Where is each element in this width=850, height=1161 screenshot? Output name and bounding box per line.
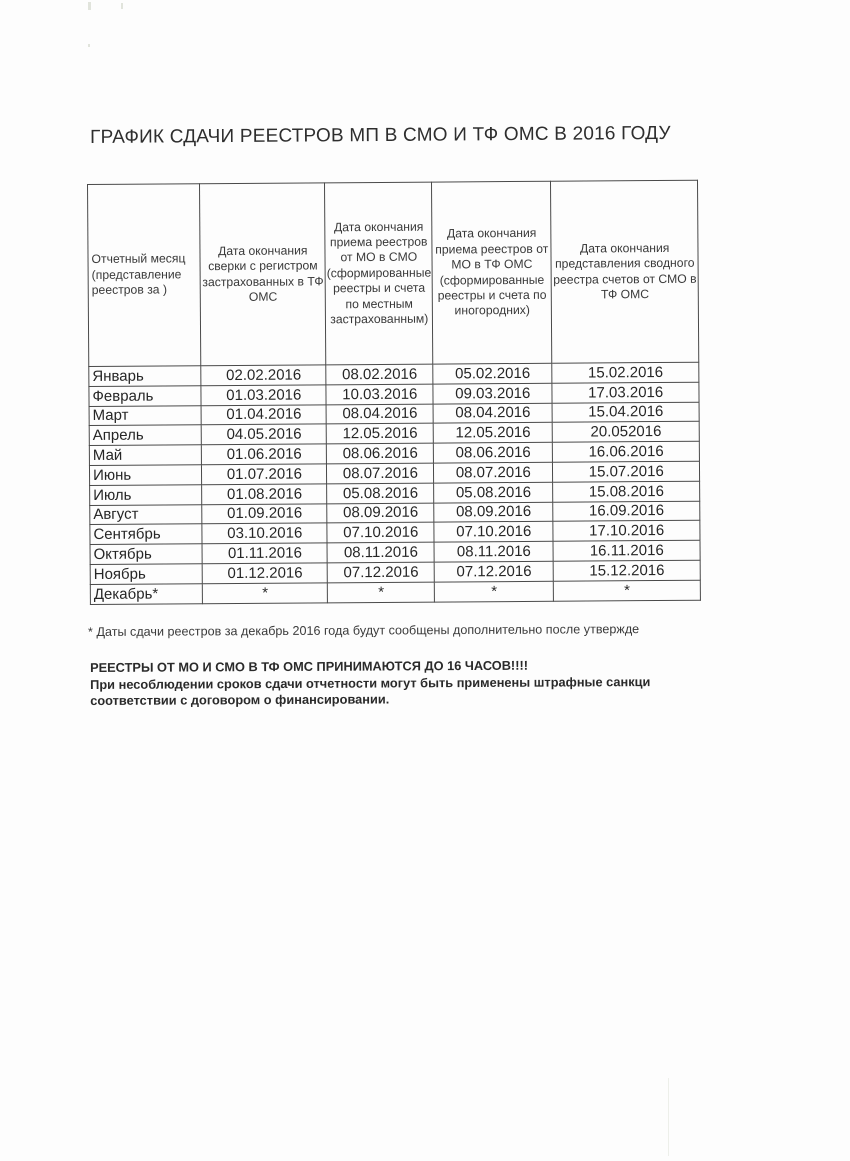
month-cell: Май (89, 445, 201, 466)
date-cell: 05.02.2016 (433, 363, 552, 384)
date-cell: 08.04.2016 (433, 403, 552, 424)
month-cell: Январь (89, 366, 201, 387)
date-cell: 15.04.2016 (552, 402, 699, 423)
scan-speck (88, 2, 91, 10)
date-cell: * (554, 580, 701, 601)
column-header-reconciliation: Дата окончания сверки с регистром застрахованных в ТФ ОМС (200, 183, 327, 366)
month-cell: Февраль (89, 386, 201, 407)
date-cell: 15.08.2016 (553, 481, 700, 502)
date-cell: 15.12.2016 (554, 560, 701, 581)
date-cell: * (328, 582, 435, 603)
date-cell: 08.04.2016 (327, 404, 434, 425)
column-header-tfoms-intake: Дата окончания приема реестров от МО в ТФ ОМС (сформированные реестры и счета по иногородних) (432, 181, 553, 364)
date-cell: 16.06.2016 (553, 441, 700, 462)
date-cell: 08.06.2016 (434, 442, 553, 463)
column-header-summary-register: Дата окончания представления сводного реестра счетов от СМО в ТФ ОМС (551, 180, 699, 363)
notice-penalty: При несоблюдении сроков сдачи отчетности могут быть применены штрафные санкци (90, 673, 651, 692)
document-title: ГРАФИК СДАЧИ РЕЕСТРОВ МП В СМО И ТФ ОМС В 2016 ГОДУ (90, 122, 671, 148)
notice-deadline: РЕЕСТРЫ ОТ МО И СМО В ТФ ОМС ПРИНИМАЮТСЯ ДО 16 ЧАСОВ!!!! (90, 657, 529, 675)
date-cell: 16.09.2016 (553, 501, 700, 522)
date-cell: 08.07.2016 (434, 462, 553, 483)
date-cell: 10.03.2016 (326, 384, 433, 405)
date-cell: 08.07.2016 (327, 463, 434, 484)
date-cell: 07.12.2016 (328, 562, 435, 583)
date-cell: 07.10.2016 (434, 522, 553, 543)
date-cell: 01.07.2016 (202, 464, 327, 485)
table-row (90, 580, 700, 604)
scan-speck (88, 44, 90, 47)
month-cell: Декабрь* (90, 583, 202, 604)
date-cell: 01.04.2016 (201, 404, 326, 425)
scan-speck (121, 3, 123, 9)
date-cell: 16.11.2016 (553, 540, 700, 561)
date-cell: 05.08.2016 (434, 482, 553, 503)
schedule-table (87, 180, 701, 605)
date-cell: 12.05.2016 (327, 423, 434, 444)
date-cell: 01.11.2016 (202, 543, 327, 564)
date-cell: 01.06.2016 (201, 444, 326, 465)
date-cell: 08.09.2016 (434, 502, 553, 523)
notice-contract: соответствии с договором о финансировании. (90, 691, 390, 708)
date-cell: 07.10.2016 (327, 522, 434, 543)
date-cell: 08.11.2016 (434, 541, 553, 562)
date-cell: 17.10.2016 (553, 521, 700, 542)
date-cell: 08.11.2016 (327, 542, 434, 563)
date-cell: 01.08.2016 (202, 484, 327, 505)
date-cell: 07.12.2016 (434, 561, 553, 582)
month-cell: Апрель (89, 425, 201, 446)
month-cell: Июль (90, 484, 202, 505)
date-cell: 09.03.2016 (433, 383, 552, 404)
column-header-smo-intake: Дата окончания приема реестров от МО в СМО (сформированные реестры и счета по местным застрахованным) (325, 182, 433, 365)
date-cell: 01.09.2016 (202, 503, 327, 524)
column-header-month: Отчетный месяц (представление реестров за ) (88, 184, 201, 367)
footnote: * Даты сдачи реестров за декабрь 2016 года будут сообщены дополнительно после утвержде (88, 622, 640, 639)
date-cell: 02.02.2016 (201, 365, 326, 386)
date-cell: * (202, 583, 327, 604)
month-cell: Июнь (89, 465, 201, 486)
date-cell: 12.05.2016 (433, 423, 552, 444)
date-cell: 08.06.2016 (327, 443, 434, 464)
month-cell: Сентябрь (90, 524, 202, 545)
date-cell: 03.10.2016 (202, 523, 327, 544)
notice-block (90, 657, 651, 709)
date-cell: 15.07.2016 (553, 461, 700, 482)
date-cell: 08.09.2016 (327, 503, 434, 524)
scan-edge-line (668, 1078, 669, 1156)
month-cell: Октябрь (90, 544, 202, 565)
month-cell: Март (89, 405, 201, 426)
date-cell: 01.12.2016 (202, 563, 327, 584)
date-cell: 15.02.2016 (552, 362, 699, 383)
month-cell: Ноябрь (90, 564, 202, 585)
month-cell: Август (90, 504, 202, 525)
date-cell: 01.03.2016 (201, 385, 326, 406)
date-cell: * (434, 581, 553, 602)
date-cell: 17.03.2016 (552, 382, 699, 403)
date-cell: 20.052016 (553, 422, 700, 443)
table-header-row (88, 180, 699, 366)
date-cell: 05.08.2016 (327, 483, 434, 504)
date-cell: 04.05.2016 (201, 424, 326, 445)
date-cell: 08.02.2016 (326, 364, 433, 385)
